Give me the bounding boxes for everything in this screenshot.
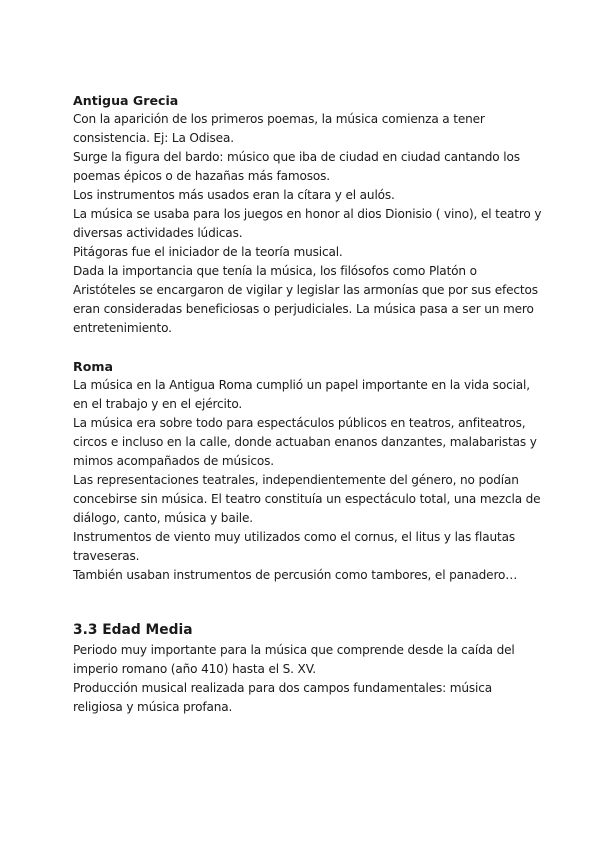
paragraph: Los instrumentos más usados eran la cítara y el aulós. [73, 188, 395, 202]
paragraph: Las representaciones teatrales, independientemente del género, no podían concebirse sin música. El teatro constituía un espectáculo total, una mezcla de diálogo, canto, música y baile. [73, 473, 541, 525]
paragraph: La música en la Antigua Roma cumplió un papel importante en la vida social, en el trabajo y en el ejército. [73, 378, 530, 411]
paragraph: Con la aparición de los primeros poemas, la música comienza a tener consistencia. Ej: La Odisea. [73, 112, 485, 145]
section-spacer [73, 338, 543, 357]
paragraph: Periodo muy importante para la música que comprende desde la caída del imperio romano (año 410) hasta el S. XV. [73, 643, 515, 676]
paragraph: Producción musical realizada para dos campos fundamentales: música religiosa y música profana. [73, 681, 493, 714]
paragraph: Instrumentos de viento muy utilizados como el cornus, el litus y las flautas traveseras. [73, 530, 515, 563]
paragraph: Surge la figura del bardo: músico que iba de ciudad en ciudad cantando los poemas épicos o de hazañas más famosos. [73, 150, 520, 183]
section-antigua-grecia [73, 91, 543, 338]
paragraph: La música se usaba para los juegos en honor al dios Dionisio ( vino), el teatro y diversas actividades lúdicas. [73, 207, 542, 240]
section-title-antigua-grecia: Antigua Grecia [73, 93, 179, 108]
section-spacer [73, 585, 543, 620]
paragraph: La música era sobre todo para espectáculos públicos en teatros, anfiteatros, circos e incluso en la calle, donde actuaban enanos danzantes, malabaristas y mimos acompañados de músicos. [73, 416, 537, 468]
paragraph: Dada la importancia que tenía la música, los filósofos como Platón o Aristóteles se encargaron de vigilar y legislar las armonías que por sus efectos eran consideradas beneficiosas o perjudiciales. La música pasa a ser un mero entretenimiento. [73, 264, 538, 335]
document-page [73, 91, 543, 717]
paragraph: También usaban instrumentos de percusión como tambores, el panadero… [73, 568, 518, 582]
section-edad-media [73, 620, 543, 717]
section-heading-edad-media: 3.3 Edad Media [73, 622, 193, 638]
section-roma [73, 357, 543, 585]
paragraph: Pitágoras fue el iniciador de la teoría musical. [73, 245, 343, 259]
section-title-roma: Roma [73, 359, 113, 374]
